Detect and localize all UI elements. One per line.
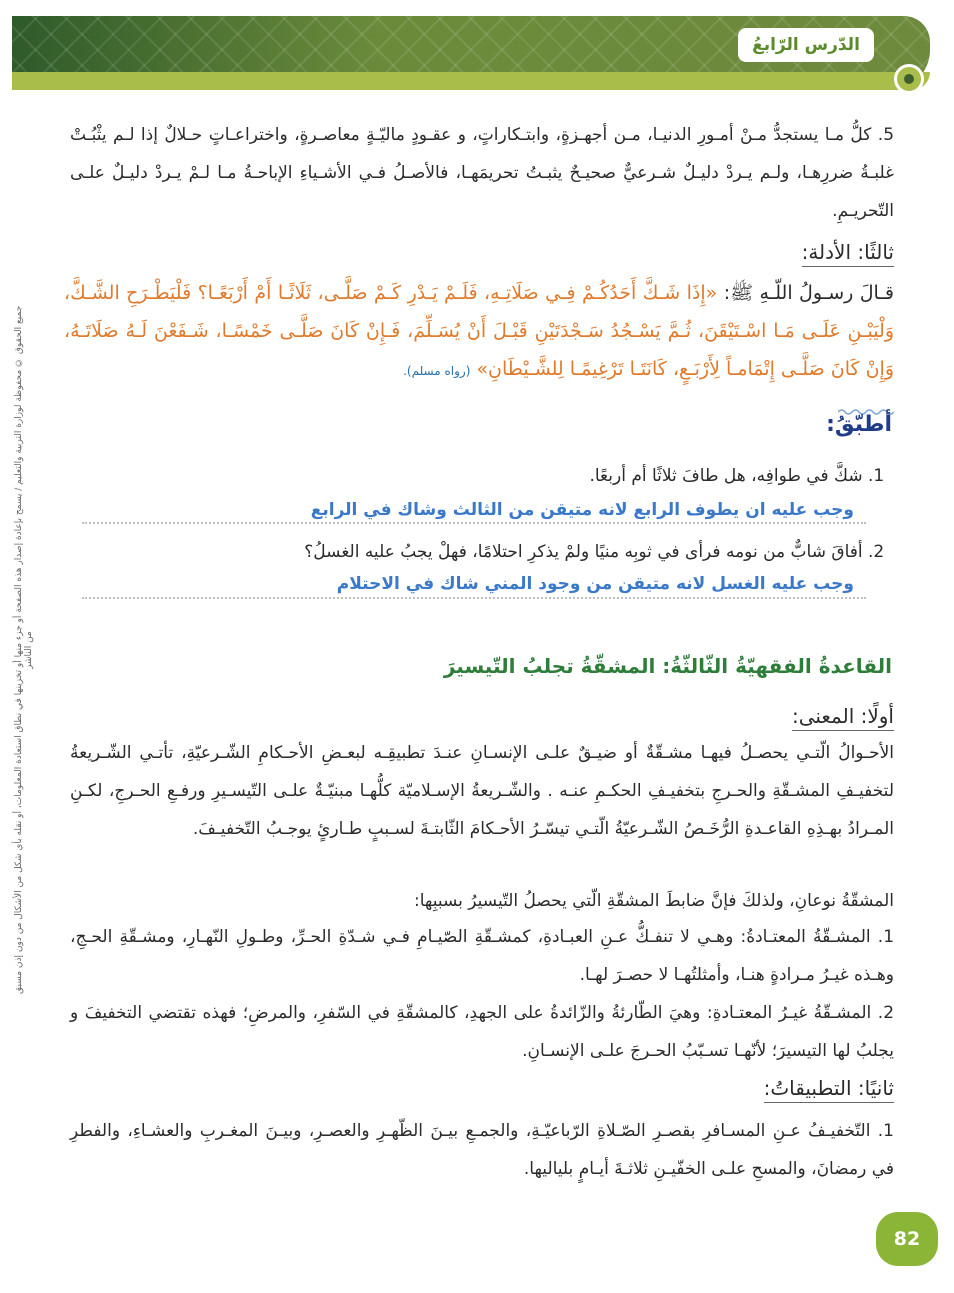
application-1-text: التّخفيـفُ عـنِ المسـافرِ بقصـرِ الصّـلاةِ الرّباعيّـةِ، والجمـعِ بيـنَ الظّهـرِ والعصـرِ، وبيـنَ المغـربِ والعشـاءِ، والفطرِ في رمضانَ، والمسحِ علـى الخفّيـنِ ثلاثـةَ أيـامٍ بلياليها. (70, 1121, 894, 1179)
question-1 (70, 466, 894, 486)
evidence-title: ثالثًا: الأدلة: (802, 240, 894, 267)
question-2 (70, 542, 894, 562)
question-2-number: 2. (868, 542, 885, 562)
hadith-reference: (رواه مسلم). (403, 364, 471, 378)
type-1-number: 1. (877, 927, 895, 947)
question-1-text: شكَّ في طوافِه، هل طافَ ثلاثًا أم أربعًا. (589, 466, 863, 486)
copyright-side-note: جميع الحقوق © محفوظة لوزارة التربية والتعليم / يسمح بإعادة إصدار هذه الصفحة أو جزء منها أو تخزينها في نطاق استعادة المعلومات، أو نقله بأي شكل من الأشكال من دون إذن مسبق من الناشر (14, 305, 34, 995)
type-2-number: 2. (877, 1003, 895, 1023)
rule-3-title: القاعدةُ الفقهيّةُ الثّالثّةُ: المشقّةُ تجلبُ التّيسيرَ (443, 654, 892, 678)
hadith-block (64, 274, 894, 390)
header-light-strip (12, 72, 930, 90)
item-5 (70, 116, 894, 230)
question-2-text: أفاقَ شابٌّ من نومه فرأى في ثوبِه منيًا ولمْ يذكرِ احتلامًا، فهلْ يجبُ عليه الغسلُ؟ (304, 542, 863, 562)
type-1-text: المشـقّةُ المعتـادةُ: وهـي لا تنفـكُّ عـنِ العبـادةِ، كمشـقّةِ الصّيـامِ فـي شـدّةِ الحـرِّ، وطـولِ النّهـارِ، ومشـقّةِ الحـجِ، وهـذه غيـرُ مـرادةٍ هنـا، وأمثلتُهـا لا حصـرَ لهـا. (70, 927, 894, 985)
application-1 (70, 1112, 894, 1188)
applications-title: ثانيًا: التطبيقاتُ: (764, 1076, 894, 1103)
question-1-number: 1. (868, 466, 885, 486)
type-1 (70, 918, 894, 994)
page-number: 82 (876, 1212, 938, 1266)
type-2-text: المشـقّةُ غيـرُ المعتـادةِ: وهيَ الطّارئةُ والزّائدةُ على الجهدِ، كالمشقّةِ في السّفرِ، والمرضِ؛ فهذه تقتضي التخفيفَ و يجلبُ لها التيسيرَ؛ لأنّهـا تسـبّبُ الحـرجَ علـى الإنسـانِ. (70, 1003, 894, 1061)
lesson-tab: الدّرس الرّابعُ (738, 28, 874, 62)
types-intro: المشقّةُ نوعانِ، ولذلكَ فإنَّ ضابطَ المشقّةِ الّتي يحصلُ التّيسيرُ بسببِها: (413, 891, 894, 911)
hadith-text: «إِذَا شَـكَّ أَحَدُكُـمْ فِـي صَلَاتِـهِ، فَلَـمْ يَـدْرِ كَـمْ صَلَّـى، ثَلَاثًـا أَمْ أَرْبَعًـا؟ فَلْيَطْـرَحِ الشَّـكَّ، وَلْيَبْـنِ عَلَـى مَـا اسْـتَيْقَنَ، ثُـمَّ يَسْـجُدُ سَـجْدَتَيْنِ قَبْـلَ أَنْ يُسَـلِّمَ، فَـإِنْ كَانَ صَلَّـى خَمْسًـا، شَـفَعْنَ لَـهُ صَلَاتَـهُ، وَإِنْ كَانَ صَلَّـى إِتْمَامـاً لِأَرْبَـعٍ، كَانَتَـا تَرْغِيمًـا لِلشَّـيْطَانِ» (64, 282, 894, 380)
answer-1[interactable]: وجب عليه ان يطوف الرابع لانه متيقن من الثالث وشاك في الرابع (310, 500, 854, 520)
item-5-text: كلُّ مـا يستجدُّ مـنْ أمـورِ الدنيـا، مـن أجهـزةٍ، وابتـكاراتٍ، و عقـودٍ ماليّـةٍ معاصـرةٍ، واختراعـاتٍ حـلالٌ إذا لـم يثْبُـتْ غلبـةُ ضررِهـا، ولـم يـردْ دليـلٌ شـرعيٌّ صحيـحٌ يثبـتُ تحريمَهـا، فالأصـلُ فـي الأشـياءِ الإباحـةُ مـا لـمْ يـردْ دليـلٌ علـى التّحريـمِ. (70, 125, 894, 221)
header-circle-icon (894, 64, 924, 94)
applications-heading (764, 1076, 894, 1100)
evidence-heading (802, 240, 894, 264)
meaning-text: الأحـوالُ الّتـي يحصـلُ فيهـا مشـقّةٌ أو ضيـقٌ علـى الإنسـانِ عنـدَ تطبيقِـه لبعـضِ الأحـكامِ الشّـرعيّةِ، تأتـي الشّـريعةُ لتخفيـفِ المشـقّةِ والحـرجِ بتخفيـفِ الحكـمِ عنـه . والشّـريعةُ الإسـلاميّة كلُّهـا مبنيّـةٌ علـى التّيسـيرِ ورفـعِ الحـرجِ، لكـنِ المـرادُ بهـذِهِ القاعـدةِ الرُّخَـصُ الشّـرعيّةُ الّتـي تيسّـرُ الأحـكامَ الثّابتـةَ لسـببٍ طـارئٍ يوجـبُ التّخفيـفَ. (70, 743, 894, 839)
apply-title: أطبّقُ: (826, 412, 892, 437)
application-1-number: 1. (877, 1121, 894, 1141)
answer-1-line (82, 522, 866, 524)
item-5-number: 5. (877, 125, 895, 145)
answer-2[interactable]: وجب عليه الغسل لانه متيقن من وجود المني شاك في الاحتلام (336, 574, 854, 594)
answer-2-line (82, 597, 866, 599)
hadith-intro: قـالَ رسـولُ اللّـهِ ﷺ: (717, 282, 894, 304)
meaning-heading (792, 704, 894, 728)
meaning-title: أولًا: المعنى: (792, 704, 894, 731)
type-2 (70, 994, 894, 1070)
